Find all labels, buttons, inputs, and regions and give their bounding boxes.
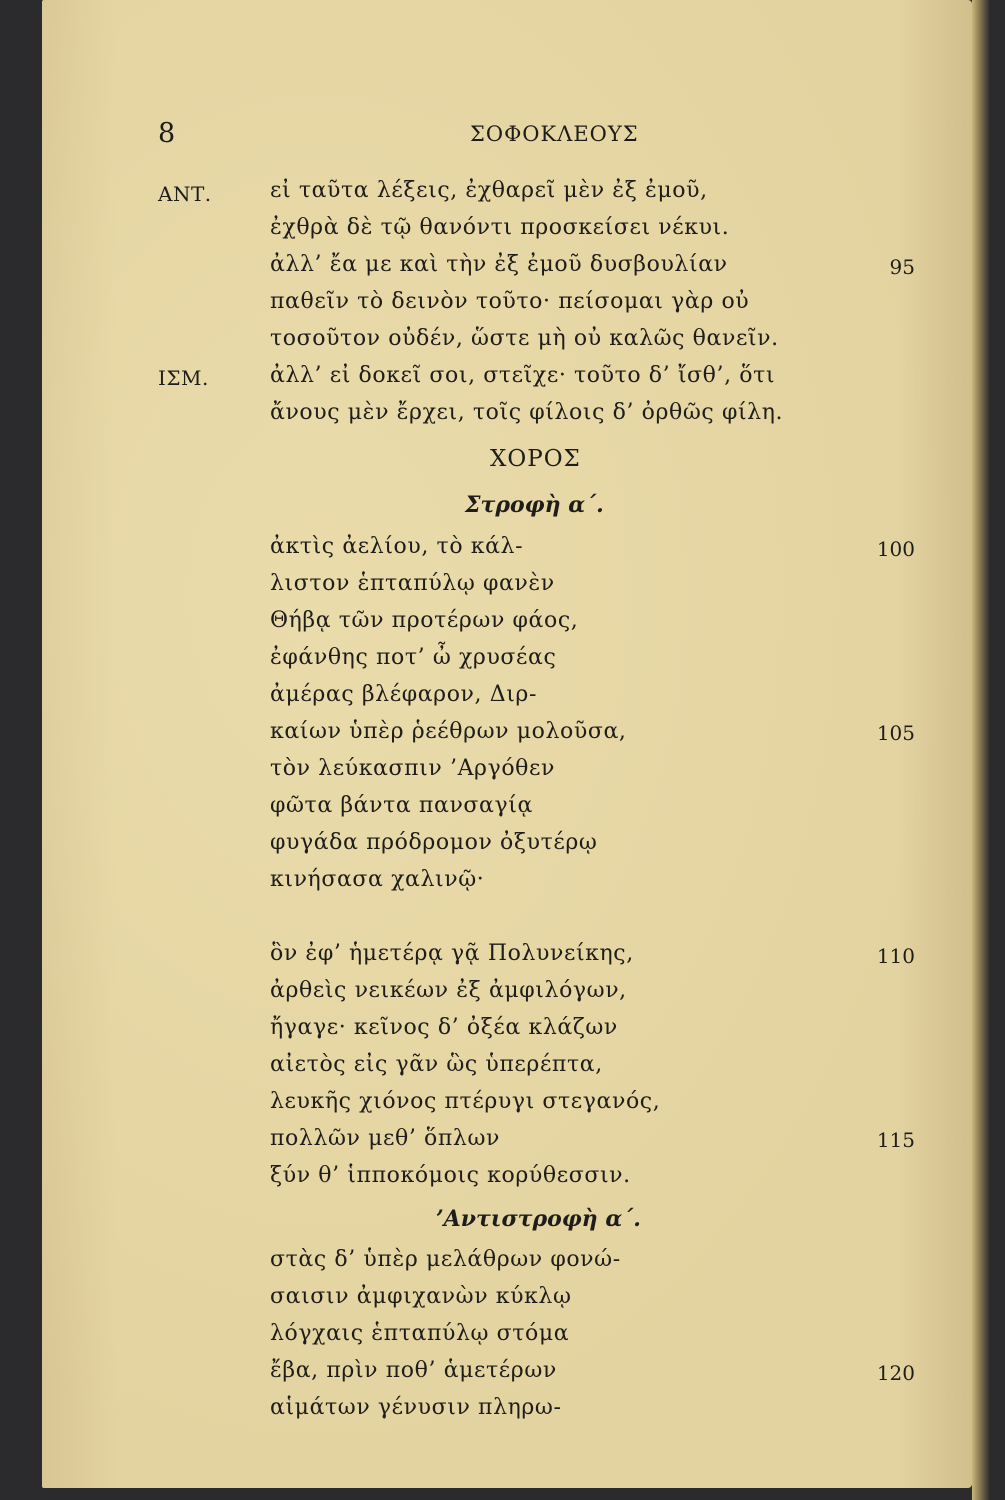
verse-line: φυγάδα πρόδρομον ὀξυτέρῳ <box>270 830 598 855</box>
verse-line: πολλῶν μεθ’ ὅπλων <box>270 1126 500 1151</box>
verse-line: ξύν θ’ ἱπποκόμοις κορύθεσσιν. <box>270 1163 631 1188</box>
verse-line: φῶτα βάντα πανσαγίᾳ <box>270 793 533 818</box>
verse-line: στὰς δ’ ὑπὲρ μελάθρων φονώ- <box>270 1247 621 1272</box>
verse-line: ὃν ἐφ’ ἡμετέρᾳ γᾷ Πολυνείκης, <box>270 941 634 966</box>
line-number: 95 <box>889 255 915 279</box>
verse-line: ἀλλ’ εἰ δοκεῖ σοι, στεῖχε· τοῦτο δ’ ἴσθ’, ὅτι <box>270 363 776 388</box>
verse-line: αἱμάτων γένυσιν πληρω- <box>270 1395 562 1420</box>
verse-line: ἄνους μὲν ἔρχει, τοῖς φίλοις δ’ ὀρθῶς φίλη. <box>270 400 784 425</box>
verse-line: ἀκτὶς ἀελίου, τὸ κάλ- <box>270 534 524 559</box>
verse-line: σαισιν ἀμφιχανὼν κύκλῳ <box>270 1284 572 1309</box>
line-number: 100 <box>876 537 915 561</box>
strophe-heading: Στροφὴ α΄. <box>465 492 604 518</box>
speaker-ismene: ΙΣΜ. <box>158 366 209 390</box>
verse-line: λόγχαις ἑπταπύλῳ στόμα <box>270 1321 570 1346</box>
line-number: 115 <box>876 1128 915 1152</box>
verse-line: κινήσασα χαλινῷ· <box>270 867 485 892</box>
page-edge-shadow <box>972 0 990 1500</box>
verse-line: λιστον ἑπταπύλῳ φανὲν <box>270 571 555 596</box>
page-number: 8 <box>158 118 176 149</box>
line-number: 105 <box>876 721 915 745</box>
verse-line: ἀμέρας βλέφαρον, Διρ- <box>270 682 537 707</box>
verse-line: ἐφάνθης ποτ’ ὦ χρυσέας <box>270 645 557 670</box>
verse-line: ἀλλ’ ἔα με καὶ τὴν ἐξ ἐμοῦ δυσβουλίαν <box>270 252 728 277</box>
verse-line: Θήβᾳ τῶν προτέρων φάος, <box>270 608 579 633</box>
verse-line: ἀρθεὶς νεικέων ἐξ ἀμφιλόγων, <box>270 978 627 1003</box>
verse-line: ἐχθρὰ δὲ τῷ θανόντι προσκείσει νέκυι. <box>270 215 730 240</box>
verse-line: τοσοῦτον οὐδέν, ὥστε μὴ οὐ καλῶς θανεῖν. <box>270 326 779 351</box>
speaker-antigone: ΑΝΤ. <box>158 182 212 206</box>
verse-line: τὸν λεύκασπιν ’Αργόθεν <box>270 756 555 781</box>
antistrophe-heading: ’Αντιστροφὴ α΄. <box>436 1206 641 1232</box>
chorus-heading: ΧΟΡΟΣ <box>490 446 581 472</box>
verse-line: ἤγαγε· κεῖνος δ’ ὀξέα κλάζων <box>270 1015 618 1040</box>
line-number: 120 <box>876 1361 915 1385</box>
verse-line: παθεῖν τὸ δεινὸν τοῦτο· πείσομαι γὰρ οὐ <box>270 289 750 314</box>
verse-line: καίων ὑπὲρ ῥεέθρων μολοῦσα, <box>270 719 627 744</box>
verse-line: λευκῆς χιόνος πτέρυγι στεγανός, <box>270 1089 661 1114</box>
verse-line: ἔβα, πρὶν ποθ’ ἁμετέρων <box>270 1358 557 1383</box>
line-number: 110 <box>876 944 915 968</box>
verse-line: αἰετὸς εἰς γᾶν ὣς ὑπερέπτα, <box>270 1052 603 1077</box>
running-title: ΣΟΦΟΚΛΕΟΥΣ <box>470 122 639 146</box>
verse-line: εἰ ταῦτα λέξεις, ἐχθαρεῖ μὲν ἐξ ἐμοῦ, <box>270 178 708 203</box>
